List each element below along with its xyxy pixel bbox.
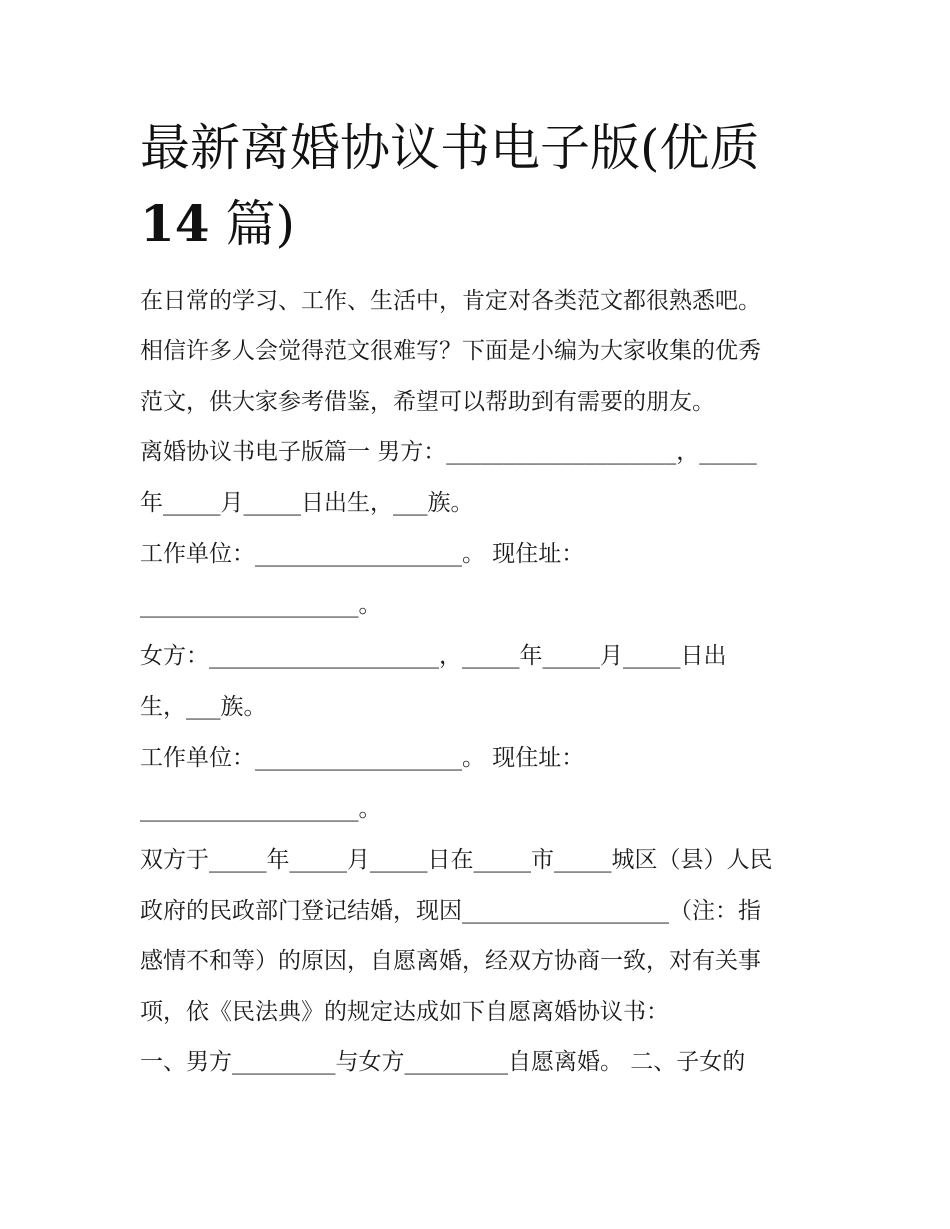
title-line-2: 篇) xyxy=(209,195,295,253)
body-line: 一、男方_________与女方_________自愿离婚。 二、子女的 xyxy=(140,1049,746,1075)
body-line: 工作单位：__________________。 现住址： xyxy=(140,745,585,771)
body-line: 双方于_____年_____月_____日在_____市_____城区（县）人民 xyxy=(140,847,773,873)
body-line: 生，___族。 xyxy=(140,694,267,720)
body-line: 范文，供大家参考借鉴，希望可以帮助到有需要的朋友。 xyxy=(140,389,715,415)
body-line: ___________________。 xyxy=(140,592,382,618)
body-line: 感情不和等）的原因，自愿离婚，经双方协商一致，对有关事 xyxy=(140,948,761,974)
title-line-1: 最新离婚协议书电子版(优质 xyxy=(140,119,760,177)
body-line: 工作单位：__________________。 现住址： xyxy=(140,541,585,567)
body-line: 政府的民政部门登记结婚，现因__________________（注：指 xyxy=(140,898,761,924)
body-line: 离婚协议书电子版篇一 男方：____________________，_____ xyxy=(140,439,757,465)
body-line: 女方：____________________，_____年_____月_____日出 xyxy=(140,643,727,669)
body-line: 项，依《民法典》的规定达成如下自愿离婚协议书： xyxy=(140,999,669,1025)
body-line: 年_____月_____日出生，___族。 xyxy=(140,490,474,516)
body-line: 在日常的学习、工作、生活中，肯定对各类范文都很熟悉吧。 xyxy=(140,288,761,314)
body-line: ___________________。 xyxy=(140,796,382,822)
body-line: 相信许多人会觉得范文很难写？下面是小编为大家收集的优秀 xyxy=(140,338,761,364)
document-title xyxy=(140,110,830,262)
title-number: 14 xyxy=(140,194,210,253)
